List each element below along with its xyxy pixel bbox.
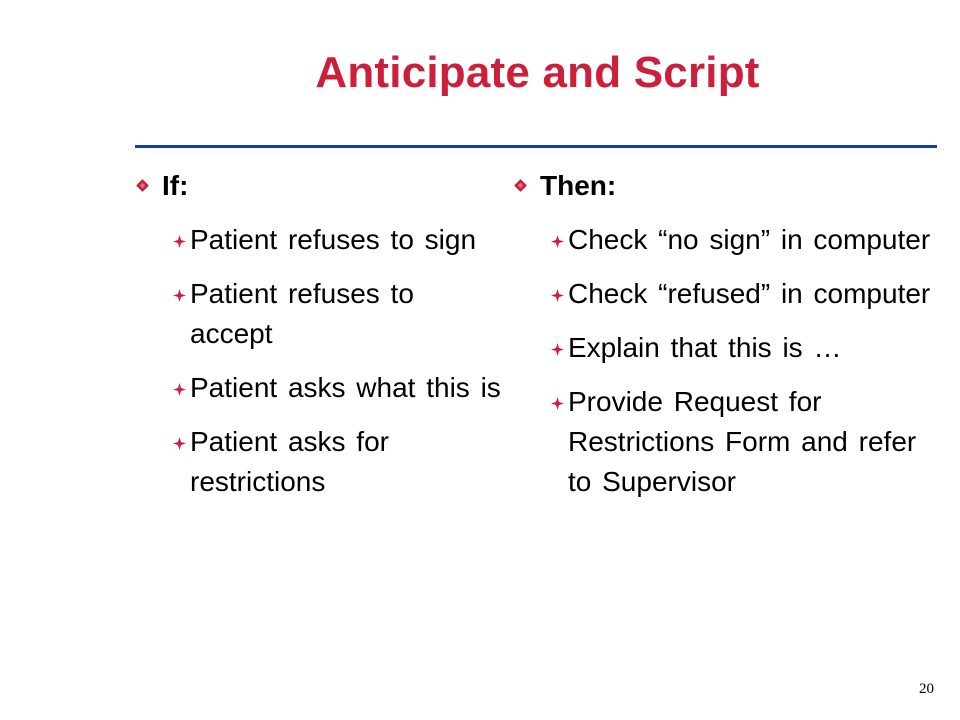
then-item-text: Explain that this is … — [568, 332, 842, 363]
diamond-bullet-icon — [136, 179, 149, 192]
then-item-text: Check “refused” in computer — [568, 278, 931, 309]
then-item-text: Check “no sign” in computer — [568, 224, 931, 255]
four-petal-bullet-icon — [173, 437, 186, 450]
four-petal-bullet-icon — [551, 343, 564, 356]
if-item-text: Patient refuses to accept — [190, 278, 414, 349]
four-petal-bullet-icon — [173, 289, 186, 302]
then-items-list — [512, 220, 932, 502]
list-item — [134, 274, 504, 354]
four-petal-bullet-icon — [551, 235, 564, 248]
list-item — [512, 328, 932, 368]
if-items-list — [134, 220, 504, 502]
page-number: 20 — [919, 681, 934, 697]
list-item — [512, 382, 932, 502]
list-item — [134, 368, 504, 408]
if-heading — [134, 164, 504, 208]
four-petal-bullet-icon — [551, 397, 564, 410]
title-divider — [135, 145, 937, 148]
list-item — [512, 220, 932, 260]
list-item — [134, 220, 504, 260]
four-petal-bullet-icon — [173, 383, 186, 396]
diamond-bullet-icon — [514, 179, 527, 192]
then-column — [512, 164, 932, 516]
if-item-text: Patient asks what this is — [190, 372, 501, 403]
four-petal-bullet-icon — [173, 235, 186, 248]
list-item — [512, 274, 932, 314]
slide-title: Anticipate and Script — [315, 48, 760, 97]
list-item — [134, 422, 504, 502]
then-heading-label: Then: — [540, 170, 617, 201]
if-heading-label: If: — [162, 170, 189, 201]
then-heading — [512, 164, 932, 208]
if-column — [134, 164, 504, 516]
if-item-text: Patient asks for restrictions — [190, 426, 389, 497]
if-item-text: Patient refuses to sign — [190, 224, 477, 255]
then-item-text: Provide Request for Restrictions Form and refer to Supervisor — [568, 386, 917, 497]
four-petal-bullet-icon — [551, 289, 564, 302]
